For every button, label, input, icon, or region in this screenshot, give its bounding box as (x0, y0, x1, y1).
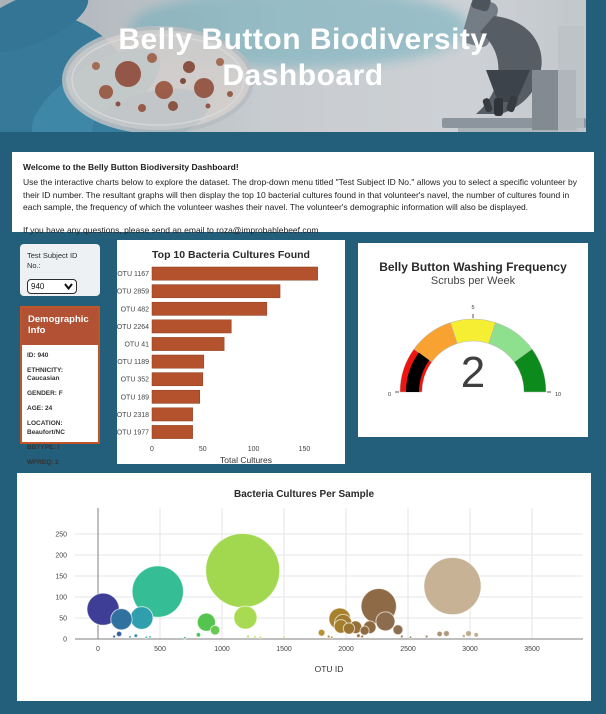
tick-label: 10 (555, 392, 562, 398)
bubble (400, 635, 403, 638)
welcome-panel (12, 152, 594, 235)
bubble (111, 609, 132, 630)
bubble (376, 612, 395, 631)
demographic-panel (20, 306, 100, 466)
bubble (116, 631, 121, 636)
chevron-down-icon (64, 283, 73, 290)
bubble (247, 635, 250, 638)
bubble (466, 631, 472, 637)
bubble (254, 636, 256, 638)
tick-label: 50 (59, 615, 67, 623)
tick-label: 0 (150, 446, 154, 453)
bar (152, 390, 200, 403)
bubble (409, 636, 411, 638)
gauge-title: Belly Button Washing Frequency (379, 260, 567, 274)
tick-label: 150 (55, 573, 67, 581)
subject-select-card (20, 244, 100, 296)
tick-label: 0 (96, 646, 100, 653)
bubble (129, 636, 131, 638)
tick-label: 200 (55, 552, 67, 560)
bar (152, 337, 224, 350)
page-title-line1: Belly Button Biodiversity (118, 23, 488, 56)
demographic-item: LOCATION: Beaufort/NC (27, 420, 65, 436)
bar-chart-title: Top 10 Bacteria Cultures Found (152, 249, 310, 261)
demographic-item: AGE: 24 (27, 405, 53, 413)
bubble-chart-title: Bacteria Cultures Per Sample (233, 489, 375, 500)
tick-label: OTU 482 (120, 306, 149, 314)
tick-label: OTU 2318 (117, 411, 149, 419)
bubble (206, 534, 280, 608)
bubble (437, 631, 442, 636)
bubble (474, 633, 479, 638)
bubble (327, 635, 330, 638)
bubble (149, 636, 151, 638)
bubble (234, 606, 257, 629)
subject-select[interactable] (27, 279, 77, 294)
tick-label: OTU 2264 (117, 323, 149, 331)
welcome-body: Use the interactive charts below to explore the dataset. The drop-down menu titled "Test Subject ID No." allows you to select a specific volunteer by their ID number. The resultant graphs will then display the top 10 bacterial cultures found in that volunteer's navel, the number of cultures found in each sample, the frequency of which the volunteer washes their navel. The volunteer's demographic information will also be displayed. (23, 176, 577, 213)
tick-label: 5 (471, 305, 475, 311)
tick-label: 250 (55, 531, 67, 539)
page-title-line2: Dashboard (222, 59, 384, 92)
demographic-item: WFREQ: 2 (27, 458, 59, 466)
tick-label: OTU 1189 (117, 359, 149, 367)
gauge-subtitle: Scrubs per Week (430, 275, 516, 287)
gauge-chart (358, 287, 588, 407)
tick-label: 100 (247, 446, 260, 453)
header-banner (0, 0, 586, 132)
page-title (0, 22, 586, 94)
tick-label: 3000 (462, 646, 478, 653)
bubble (393, 625, 403, 635)
bar (152, 320, 231, 333)
demographic-item: ID: 940 (27, 351, 49, 359)
bubble (196, 633, 201, 638)
subject-select-value: 940 (31, 281, 45, 291)
bubble (331, 636, 333, 638)
bubble (424, 557, 481, 614)
bar (152, 302, 267, 315)
demographic-panel-title: Demographic Info (22, 308, 98, 345)
bar (152, 267, 318, 280)
tick-label: OTU 41 (124, 341, 149, 349)
tick-label: 150 (298, 446, 311, 453)
bar (152, 408, 193, 421)
bubble (425, 635, 428, 638)
bubble (210, 625, 220, 635)
bubble (318, 629, 325, 636)
bubble (361, 635, 364, 638)
tick-label: 3500 (524, 646, 540, 653)
bubble (184, 637, 186, 639)
bubble (283, 636, 285, 638)
welcome-contact: If you have any questions, please send an email to roza@improbablebeef.com (23, 225, 319, 235)
bubble (145, 636, 147, 638)
bar (152, 373, 203, 386)
bar-chart-panel (117, 240, 345, 464)
tick-label: 2000 (338, 646, 354, 653)
tick-label: 500 (154, 646, 166, 653)
bubble-chart-panel (17, 473, 591, 701)
tick-label: 50 (198, 446, 207, 453)
bubble (130, 607, 153, 630)
bubble (343, 623, 354, 634)
bubble (134, 634, 138, 638)
tick-label: OTU 2859 (117, 288, 149, 296)
gauge-step (450, 319, 495, 343)
bubble (462, 634, 465, 637)
tick-label: 1500 (276, 646, 292, 653)
bar-chart (117, 261, 345, 467)
bar (152, 285, 280, 298)
tick-label: OTU 189 (120, 394, 149, 402)
tick-label: OTU 1977 (117, 429, 149, 437)
tick-label: 2500 (400, 646, 416, 653)
tick-label: OTU 1167 (117, 271, 149, 279)
bubble (113, 635, 116, 638)
bubble (259, 636, 261, 638)
demographic-item: ETHNICITY: Caucasian (27, 366, 63, 383)
demographic-item: BBTYPE: I (27, 443, 60, 451)
bubble (443, 631, 449, 637)
tick-label: 100 (55, 594, 67, 602)
gauge-panel (358, 243, 588, 437)
tick-label: 0 (387, 392, 391, 398)
welcome-heading: Welcome to the Belly Button Biodiversity Dashboard! (23, 162, 239, 172)
subject-select-label: Test Subject ID No.: (27, 251, 78, 270)
bubble-xaxis-label: OTU ID (314, 664, 344, 674)
tick-label: 1000 (214, 646, 230, 653)
gauge-value: 2 (460, 348, 486, 397)
bubble-chart (17, 500, 591, 692)
bar (152, 425, 193, 438)
bar (152, 355, 204, 368)
tick-label: 0 (63, 636, 67, 644)
bubble (357, 634, 361, 638)
bubble (360, 626, 369, 635)
bar-xaxis-label: Total Cultures (220, 455, 272, 465)
demographic-item: GENDER: F (27, 390, 63, 398)
demographic-list (22, 345, 98, 481)
tick-label: OTU 352 (120, 376, 149, 384)
